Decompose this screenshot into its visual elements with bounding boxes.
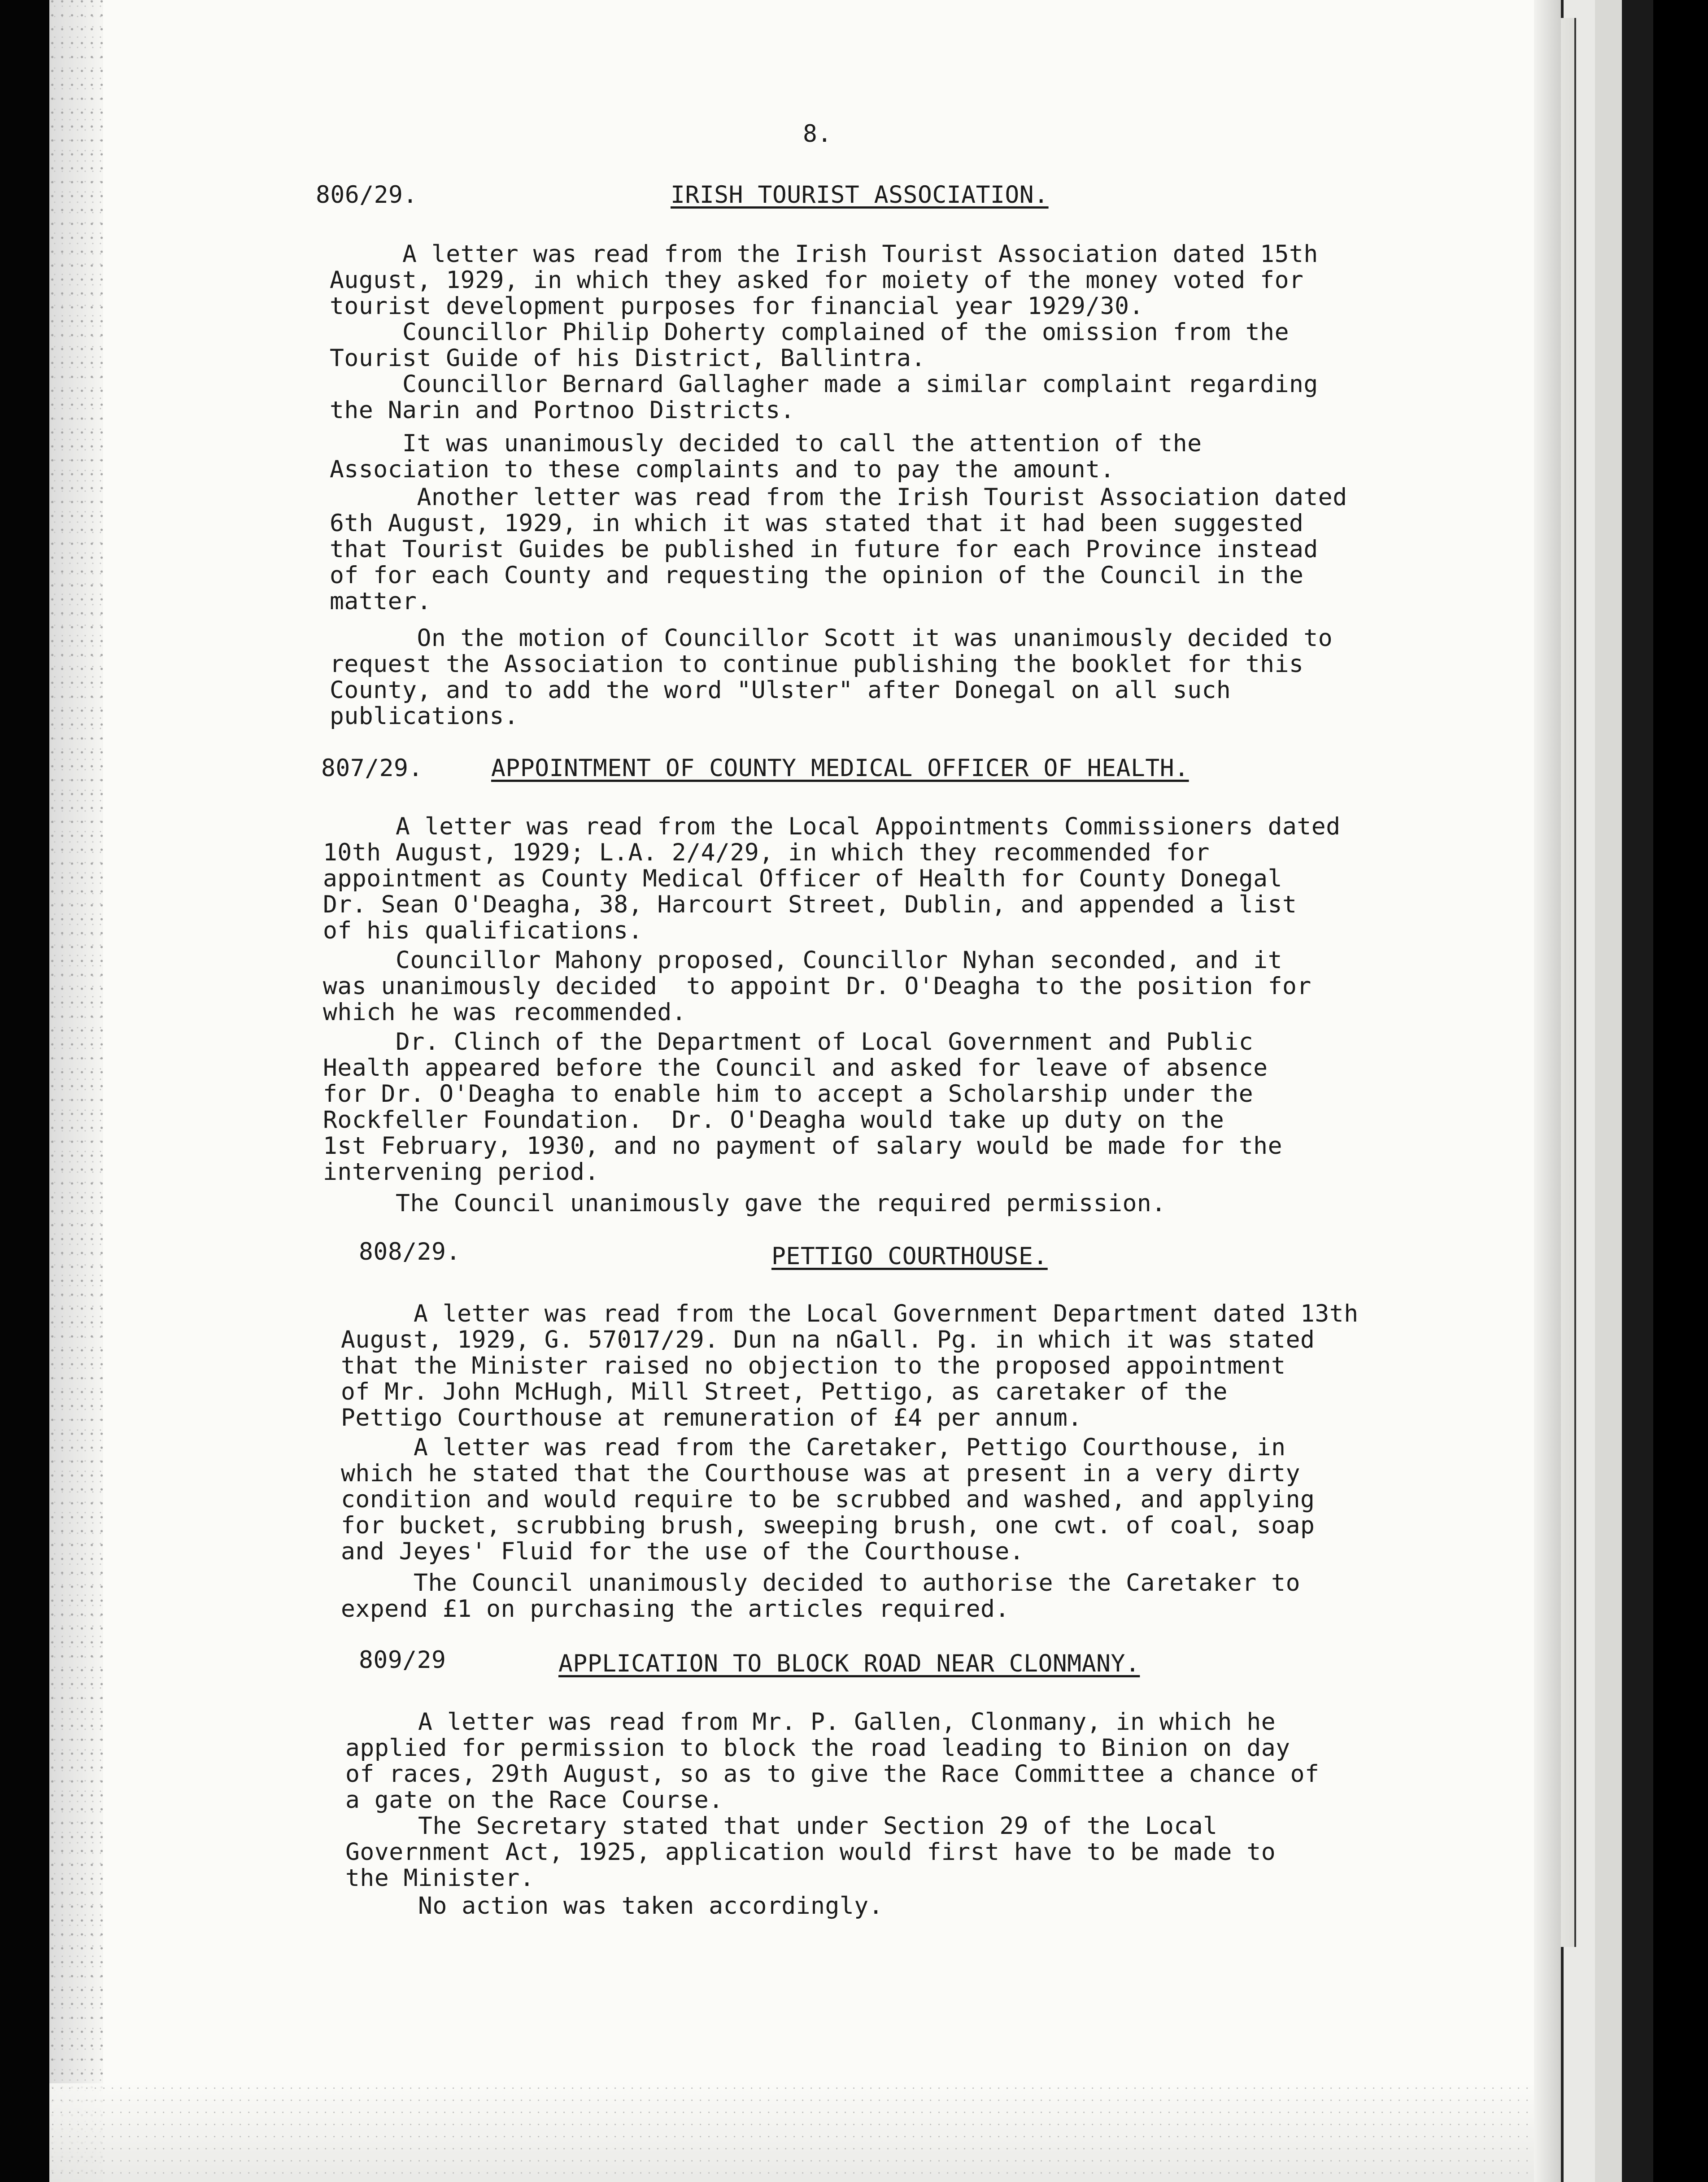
paragraph-line: The Council unanimously decided to authorise the Caretaker to	[341, 1569, 1300, 1597]
paragraph-line: matter.	[330, 588, 431, 615]
page-number: 8.	[803, 120, 832, 148]
paragraph-line: condition and would require to be scrubbed and washed, and applying	[341, 1486, 1315, 1513]
paragraph-line: and Jeyes' Fluid for the use of the Courthouse.	[341, 1538, 1024, 1565]
paragraph-line: Health appeared before the Council and asked for leave of absence	[323, 1054, 1268, 1082]
paragraph-line: No action was taken accordingly.	[345, 1892, 884, 1920]
minute-number: 809/29	[359, 1646, 446, 1674]
paragraph-line: Another letter was read from the Irish Tourist Association dated	[330, 484, 1347, 511]
paragraph-line: appointment as County Medical Officer of Health for County Donegal	[323, 865, 1282, 892]
paragraph-line: 10th August, 1929; L.A. 2/4/29, in which they recommended for	[323, 839, 1210, 866]
paragraph-line: of races, 29th August, so as to give the Race Committee a chance of	[345, 1760, 1320, 1788]
paragraph-line: Councillor Mahony proposed, Councillor Nyhan seconded, and it	[323, 947, 1282, 974]
paragraph-line: which he stated that the Courthouse was at present in a very dirty	[341, 1460, 1300, 1487]
paragraph-line: for bucket, scrubbing brush, sweeping brush, one cwt. of coal, soap	[341, 1512, 1315, 1539]
section-heading: IRISH TOURIST ASSOCIATION.	[671, 181, 1049, 209]
paragraph-line: A letter was read from the Irish Tourist Association dated 15th	[330, 240, 1318, 268]
paragraph-line: of Mr. John McHugh, Mill Street, Pettigo, as caretaker of the	[341, 1378, 1228, 1405]
paragraph-line: applied for permission to block the road leading to Binion on day	[345, 1734, 1290, 1762]
paragraph-line: expend £1 on purchasing the articles required.	[341, 1595, 1010, 1623]
page-stack-edge	[1592, 0, 1622, 2182]
binding-shadow	[1651, 0, 1708, 2182]
paragraph-line: County, and to add the word "Ulster" after Donegal on all such	[330, 676, 1231, 704]
paragraph-line: that Tourist Guides be published in future for each Province instead	[330, 536, 1318, 563]
paragraph-line: intervening period.	[323, 1158, 599, 1186]
paragraph-line: for Dr. O'Deagha to enable him to accept a Scholarship under the	[323, 1080, 1254, 1108]
document-page	[49, 0, 1561, 2182]
paragraph-line: Councillor Bernard Gallagher made a similar complaint regarding	[330, 371, 1318, 398]
paragraph-line: Rockfeller Foundation. Dr. O'Deagha would take up duty on the	[323, 1106, 1224, 1134]
paragraph-line: Councillor Philip Doherty complained of the omission from the	[330, 319, 1289, 346]
paragraph-line: of for each County and requesting the opinion of the Council in the	[330, 562, 1304, 589]
paragraph-line: 6th August, 1929, in which it was stated that it had been suggested	[330, 510, 1304, 537]
paragraph-line: August, 1929, in which they asked for moiety of the money voted for	[330, 266, 1304, 294]
minute-number: 806/29.	[316, 181, 418, 209]
paragraph-line: The Council unanimously gave the required permission.	[323, 1190, 1166, 1217]
paragraph-line: of his qualifications.	[323, 917, 643, 944]
paragraph-line: A letter was read from Mr. P. Gallen, Clonmany, in which he	[345, 1708, 1276, 1736]
paragraph-line: tourist development purposes for financial year 1929/30.	[330, 292, 1144, 320]
paragraph-line: the Minister.	[345, 1864, 535, 1892]
paragraph-line: 1st February, 1930, and no payment of salary would be made for the	[323, 1132, 1282, 1160]
paragraph-line: request the Association to continue publishing the booklet for this	[330, 650, 1304, 678]
paragraph-line: was unanimously decided to appoint Dr. O'Deagha to the position for	[323, 973, 1312, 1000]
page-bottom-edge-wear	[49, 2083, 1561, 2182]
minute-number: 807/29.	[321, 755, 423, 782]
paragraph-line: It was unanimously decided to call the attention of the	[330, 430, 1202, 457]
paragraph-line: a gate on the Race Course.	[345, 1786, 723, 1814]
page-right-edge-shadow	[1534, 0, 1561, 2182]
paragraph-line: A letter was read from the Local Appointments Commissioners dated	[323, 813, 1341, 840]
paragraph-line: publications.	[330, 703, 519, 730]
paragraph-line: Pettigo Courthouse at remuneration of £4 per annum.	[341, 1404, 1082, 1431]
section-heading: APPOINTMENT OF COUNTY MEDICAL OFFICER OF HEALTH.	[491, 755, 1189, 782]
paragraph-line: Dr. Sean O'Deagha, 38, Harcourt Street, Dublin, and appended a list	[323, 891, 1297, 918]
paragraph-line: the Narin and Portnoo Districts.	[330, 397, 795, 424]
paragraph-line: Government Act, 1925, application would first have to be made to	[345, 1838, 1276, 1866]
paragraph-line: August, 1929, G. 57017/29. Dun na nGall. Pg. in which it was stated	[341, 1326, 1315, 1353]
paragraph-line: Tourist Guide of his District, Ballintra.	[330, 345, 926, 372]
section-heading: APPLICATION TO BLOCK ROAD NEAR CLONMANY.	[558, 1650, 1140, 1677]
page-left-edge-wear	[49, 0, 103, 2182]
paragraph-line: Dr. Clinch of the Department of Local Government and Public	[323, 1028, 1254, 1056]
paragraph-line: A letter was read from the Local Government Department dated 13th	[341, 1300, 1359, 1327]
paragraph-line: that the Minister raised no objection to the proposed appointment	[341, 1352, 1286, 1379]
paragraph-line: A letter was read from the Caretaker, Pettigo Courthouse, in	[341, 1434, 1286, 1461]
paragraph-line: The Secretary stated that under Section 29 of the Local	[345, 1812, 1218, 1840]
paragraph-line: Association to these complaints and to pay the amount.	[330, 456, 1115, 483]
page-stack-edge-dark	[1619, 0, 1653, 2182]
paragraph-line: On the motion of Councillor Scott it was unanimously decided to	[330, 624, 1333, 652]
section-heading: PETTIGO COURTHOUSE.	[771, 1243, 1048, 1270]
minute-number: 808/29.	[359, 1238, 461, 1266]
paragraph-line: which he was recommended.	[323, 999, 687, 1026]
